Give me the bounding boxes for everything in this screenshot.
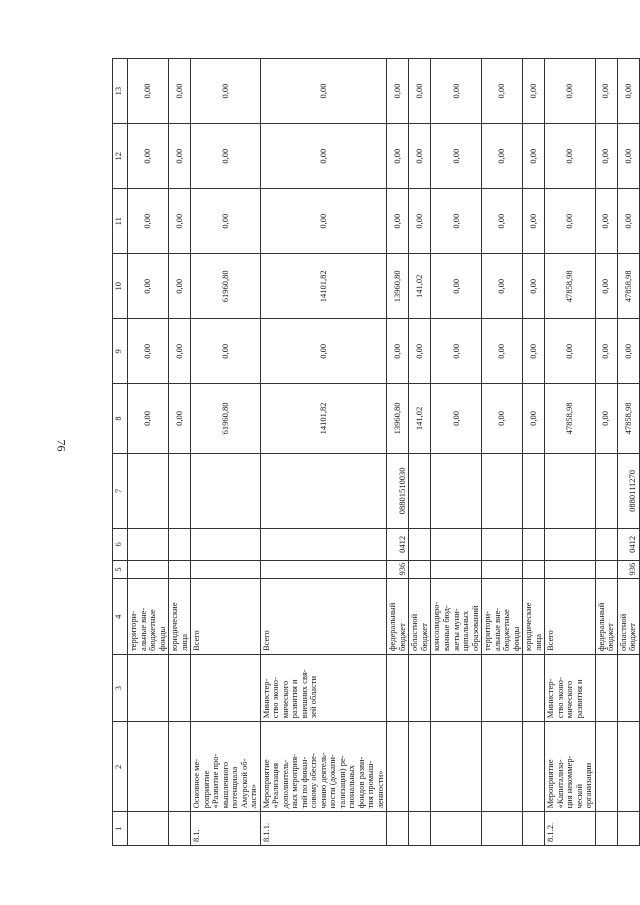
year-col-10-cell: 0,00 <box>523 254 545 319</box>
event-name-cell: Основное ме- роприятие «Развитие про- мышленного потенциала Амурской об- ласти» <box>191 722 261 812</box>
year-col-10-cell: 14101,82 <box>260 254 387 319</box>
year-col-10-cell: 13960,80 <box>387 254 409 319</box>
column-header: 2 <box>113 722 128 812</box>
column-header: 11 <box>113 189 128 254</box>
year-col-10-cell: 0,00 <box>431 254 482 319</box>
year-col-13-cell: 0,00 <box>482 59 523 124</box>
grbs-code-cell: 936 <box>617 560 639 579</box>
row-number-cell: 8.1. <box>191 812 261 846</box>
total-cell: 0,00 <box>523 384 545 453</box>
year-col-10-cell: 0,00 <box>595 254 617 319</box>
column-header: 12 <box>113 124 128 189</box>
year-col-13-cell: 0,00 <box>409 59 431 124</box>
year-col-11-cell: 0,00 <box>617 189 639 254</box>
target-item-cell <box>409 453 431 529</box>
executor-cell <box>595 655 617 722</box>
target-item-cell <box>482 453 523 529</box>
year-col-13-cell: 0,00 <box>595 59 617 124</box>
table-row <box>191 59 261 846</box>
event-name-cell <box>169 722 191 812</box>
row-number-cell <box>387 812 409 846</box>
year-col-10-cell: 0,00 <box>128 254 169 319</box>
target-item-cell <box>595 453 617 529</box>
event-name-cell: Мероприятие «Капитализа- ция некоммер- ческой организации <box>545 722 596 812</box>
year-col-10-cell: 47858,98 <box>545 254 596 319</box>
year-col-13-cell: 0,00 <box>169 59 191 124</box>
executor-cell <box>387 655 409 722</box>
target-item-cell <box>169 453 191 529</box>
year-col-11-cell: 0,00 <box>482 189 523 254</box>
event-name-cell <box>482 722 523 812</box>
total-cell: 0,00 <box>595 384 617 453</box>
year-col-11-cell: 0,00 <box>595 189 617 254</box>
funding-source-cell: Всего <box>191 579 261 655</box>
table-row <box>128 59 169 846</box>
table-area <box>112 58 638 846</box>
column-header: 9 <box>113 319 128 384</box>
section-code-cell <box>260 529 387 560</box>
year-col-13-cell: 0,00 <box>545 59 596 124</box>
target-item-cell: 0880111270 <box>617 453 639 529</box>
year-col-9-cell: 0,00 <box>409 319 431 384</box>
year-col-11-cell: 0,00 <box>523 189 545 254</box>
total-cell: 61960,80 <box>191 384 261 453</box>
row-number-cell <box>523 812 545 846</box>
section-code-cell <box>545 529 596 560</box>
year-col-12-cell: 0,00 <box>128 124 169 189</box>
total-cell: 141,02 <box>409 384 431 453</box>
year-col-13-cell: 0,00 <box>523 59 545 124</box>
table-row <box>617 59 639 846</box>
rotated-page-content <box>112 58 638 846</box>
executor-cell <box>617 655 639 722</box>
row-number-cell <box>617 812 639 846</box>
total-cell: 13960,80 <box>387 384 409 453</box>
grbs-code-cell <box>431 560 482 579</box>
column-header: 4 <box>113 579 128 655</box>
funding-source-cell: Всего <box>260 579 387 655</box>
column-header: 10 <box>113 254 128 319</box>
year-col-11-cell: 0,00 <box>431 189 482 254</box>
year-col-10-cell: 0,00 <box>482 254 523 319</box>
executor-cell <box>169 655 191 722</box>
year-col-12-cell: 0,00 <box>409 124 431 189</box>
year-col-9-cell: 0,00 <box>387 319 409 384</box>
year-col-11-cell: 0,00 <box>169 189 191 254</box>
table-row <box>431 59 482 846</box>
event-name-cell <box>617 722 639 812</box>
row-number-cell <box>595 812 617 846</box>
total-cell: 0,00 <box>431 384 482 453</box>
year-col-13-cell: 0,00 <box>387 59 409 124</box>
grbs-code-cell <box>128 560 169 579</box>
grbs-code-cell <box>191 560 261 579</box>
row-number-cell <box>431 812 482 846</box>
year-col-11-cell: 0,00 <box>260 189 387 254</box>
year-col-9-cell: 0,00 <box>169 319 191 384</box>
total-cell: 47858,98 <box>545 384 596 453</box>
year-col-10-cell: 141,02 <box>409 254 431 319</box>
executor-cell: Министер- ство эконо- мического развития и <box>545 655 596 722</box>
section-code-cell <box>595 529 617 560</box>
executor-cell <box>482 655 523 722</box>
table-row <box>482 59 523 846</box>
row-number-cell <box>169 812 191 846</box>
total-cell: 14101,82 <box>260 384 387 453</box>
executor-cell <box>128 655 169 722</box>
year-col-9-cell: 0,00 <box>482 319 523 384</box>
year-col-10-cell: 0,00 <box>169 254 191 319</box>
year-col-11-cell: 0,00 <box>128 189 169 254</box>
event-name-cell <box>409 722 431 812</box>
event-name-cell <box>387 722 409 812</box>
target-item-cell <box>523 453 545 529</box>
executor-cell <box>191 655 261 722</box>
grbs-code-cell <box>545 560 596 579</box>
year-col-11-cell: 0,00 <box>409 189 431 254</box>
executor-cell <box>523 655 545 722</box>
funding-source-cell: территори- альные вне- бюджетные фонды <box>128 579 169 655</box>
funding-source-cell: консолидиро- ванные бюд- жеты муни- ципальных образований <box>431 579 482 655</box>
table-row <box>387 59 409 846</box>
event-name-cell <box>431 722 482 812</box>
section-code-cell <box>523 529 545 560</box>
year-col-12-cell: 0,00 <box>545 124 596 189</box>
year-col-13-cell: 0,00 <box>128 59 169 124</box>
total-cell: 0,00 <box>482 384 523 453</box>
column-header: 3 <box>113 655 128 722</box>
grbs-code-cell <box>482 560 523 579</box>
table-row <box>523 59 545 846</box>
table-row <box>595 59 617 846</box>
funding-source-cell: территори- альные вне- бюджетные фонды <box>482 579 523 655</box>
year-col-9-cell: 0,00 <box>431 319 482 384</box>
table-row <box>545 59 596 846</box>
target-item-cell <box>260 453 387 529</box>
year-col-13-cell: 0,00 <box>617 59 639 124</box>
target-item-cell: 08801510030 <box>387 453 409 529</box>
budget-table <box>112 58 640 846</box>
year-col-12-cell: 0,00 <box>191 124 261 189</box>
funding-source-cell: областной бюджет <box>409 579 431 655</box>
grbs-code-cell <box>260 560 387 579</box>
page-number: 76 <box>54 439 69 452</box>
year-col-12-cell: 0,00 <box>595 124 617 189</box>
funding-source-cell: юридические лица <box>523 579 545 655</box>
section-code-cell <box>128 529 169 560</box>
column-header: 1 <box>113 812 128 846</box>
executor-cell: Министер- ство эконо- мического развития и внешних свя- зей области <box>260 655 387 722</box>
target-item-cell <box>431 453 482 529</box>
target-item-cell <box>545 453 596 529</box>
table-body <box>128 59 640 846</box>
section-code-cell <box>191 529 261 560</box>
column-header: 7 <box>113 453 128 529</box>
column-header: 6 <box>113 529 128 560</box>
event-name-cell: Мероприятие «Реализация дополнитель- ных мероприя- тий по финан- совому обеспе- чению деятель- ности (докапи- тализации) ре- гиональных фондов разви- тия промыш- ленности» <box>260 722 387 812</box>
year-col-11-cell: 0,00 <box>387 189 409 254</box>
table-row <box>169 59 191 846</box>
executor-cell <box>431 655 482 722</box>
year-col-12-cell: 0,00 <box>431 124 482 189</box>
event-name-cell <box>595 722 617 812</box>
section-code-cell: 0412 <box>617 529 639 560</box>
year-col-9-cell: 0,00 <box>595 319 617 384</box>
year-col-9-cell: 0,00 <box>545 319 596 384</box>
row-number-cell <box>482 812 523 846</box>
year-col-12-cell: 0,00 <box>523 124 545 189</box>
year-col-12-cell: 0,00 <box>260 124 387 189</box>
event-name-cell <box>128 722 169 812</box>
section-code-cell <box>431 529 482 560</box>
section-code-cell <box>169 529 191 560</box>
target-item-cell <box>191 453 261 529</box>
event-name-cell <box>523 722 545 812</box>
grbs-code-cell <box>409 560 431 579</box>
column-header: 13 <box>113 59 128 124</box>
year-col-9-cell: 0,00 <box>191 319 261 384</box>
funding-source-cell: юридические лица <box>169 579 191 655</box>
year-col-9-cell: 0,00 <box>523 319 545 384</box>
year-col-12-cell: 0,00 <box>387 124 409 189</box>
column-number-row <box>113 59 128 846</box>
row-number-cell: 8.1.2. <box>545 812 596 846</box>
total-cell: 47858,98 <box>617 384 639 453</box>
total-cell: 0,00 <box>169 384 191 453</box>
grbs-code-cell: 936 <box>387 560 409 579</box>
year-col-12-cell: 0,00 <box>482 124 523 189</box>
year-col-10-cell: 61960,80 <box>191 254 261 319</box>
table-row <box>409 59 431 846</box>
funding-source-cell: Всего <box>545 579 596 655</box>
section-code-cell <box>409 529 431 560</box>
year-col-11-cell: 0,00 <box>191 189 261 254</box>
row-number-cell <box>128 812 169 846</box>
row-number-cell: 8.1.1. <box>260 812 387 846</box>
row-number-cell <box>409 812 431 846</box>
table-row <box>260 59 387 846</box>
year-col-9-cell: 0,00 <box>128 319 169 384</box>
funding-source-cell: областной бюджет <box>617 579 639 655</box>
year-col-12-cell: 0,00 <box>617 124 639 189</box>
year-col-9-cell: 0,00 <box>617 319 639 384</box>
section-code-cell <box>482 529 523 560</box>
funding-source-cell: федеральный бюджет <box>595 579 617 655</box>
grbs-code-cell <box>523 560 545 579</box>
year-col-13-cell: 0,00 <box>191 59 261 124</box>
target-item-cell <box>128 453 169 529</box>
year-col-13-cell: 0,00 <box>431 59 482 124</box>
grbs-code-cell <box>169 560 191 579</box>
year-col-10-cell: 47858,98 <box>617 254 639 319</box>
grbs-code-cell <box>595 560 617 579</box>
year-col-11-cell: 0,00 <box>545 189 596 254</box>
section-code-cell: 0412 <box>387 529 409 560</box>
total-cell: 0,00 <box>128 384 169 453</box>
year-col-12-cell: 0,00 <box>169 124 191 189</box>
column-header: 5 <box>113 560 128 579</box>
column-header: 8 <box>113 384 128 453</box>
year-col-9-cell: 0,00 <box>260 319 387 384</box>
executor-cell <box>409 655 431 722</box>
funding-source-cell: федеральный бюджет <box>387 579 409 655</box>
year-col-13-cell: 0,00 <box>260 59 387 124</box>
